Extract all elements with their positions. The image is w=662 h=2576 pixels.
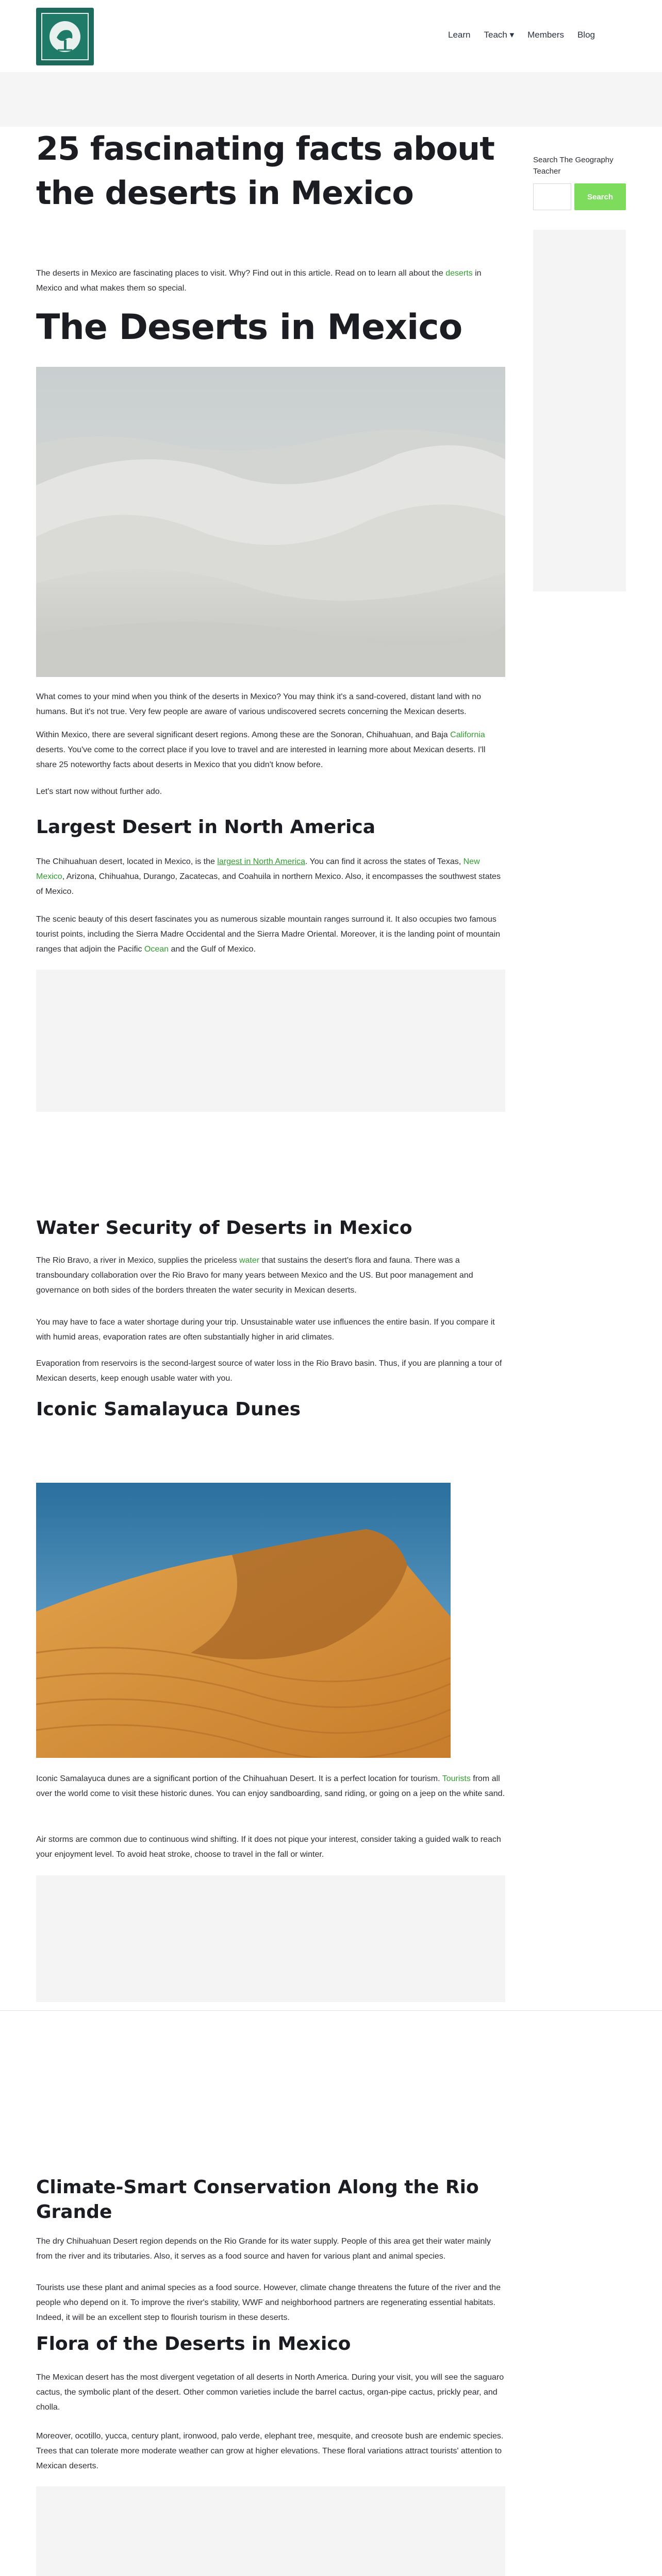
heading-largest-desert: Largest Desert in North America: [36, 817, 375, 838]
deserts-link[interactable]: deserts: [445, 269, 473, 278]
paragraph-8: Evaporation from reservoirs is the second-largest source of water loss in the Rio Bravo basin. Thus, if you are planning a tour of Mexican deserts, keep enough usable water with you.: [36, 1359, 502, 1383]
nav-learn[interactable]: Learn: [448, 30, 471, 40]
white-desert-image: [36, 367, 505, 677]
ad-placeholder: [36, 2486, 505, 2576]
paragraph-10: Air storms are common due to continuous wind shifting. If it does not pique your interest, consider taking a guided walk to reach your enjoyment level. To avoid heat stroke, choose to travel in the fall or winter.: [36, 1835, 501, 1859]
paragraph-7: You may have to face a water shortage during your trip. Unsustainable water use influences the entire basin. If you compare it with humid areas, evaporation rates are often substantially higher in arid climates.: [36, 1318, 495, 1342]
page-title: 25 fascinating facts about the deserts in Mexico: [36, 130, 494, 212]
paragraph-12: Tourists use these plant and animal species as a food source. However, climate change threatens the future of the river and the people who depend on it. To improve the river's stability, WWF and neighborhood partners are regenerating essential habitats. Indeed, it will be an excellent step to flourish tourism in these deserts.: [36, 2283, 501, 2322]
nav-members[interactable]: Members: [527, 30, 564, 40]
paragraph-9: Iconic Samalayuca dunes are a significant portion of the Chihuahuan Desert. It is a perfect location for tourism. Tourists from all over the world come to visit these historic dunes. You can enjoy sandboarding, sand riding, or going on a jeep on the white sand.: [36, 1774, 505, 1798]
section-divider: [0, 2010, 662, 2011]
ad-placeholder: [36, 1875, 505, 2002]
paragraph-13: The Mexican desert has the most divergent vegetation of all deserts in North America. During your visit, you will see the saguaro cactus, the symbolic plant of the desert. Other common varieties include the barrel cactus, organ-pipe cactus, prickly pear, and cholla.: [36, 2373, 504, 2412]
logo-icon[interactable]: [36, 8, 94, 65]
new-mexico-link[interactable]: New Mexico: [36, 857, 480, 881]
desert-landscape-graphic: [36, 367, 505, 677]
paragraph-6: The Rio Bravo, a river in Mexico, supplies the priceless water that sustains the desert's flora and fauna. There was a transboundary collaboration over the Rio Bravo for many years between Mexico and the US. But poor management and governance on both sides of the borders threaten the water security in Mexican deserts.: [36, 1256, 473, 1295]
paragraph-2: Within Mexico, there are several significant desert regions. Among these are the Sonoran, Chihuahuan, and Baja California deserts. You've come to the correct place if you love to travel and are interested in learning more about Mexican deserts. I'll share 25 noteworthy facts about deserts in Mexico that you didn't know before.: [36, 731, 486, 769]
tourists-link[interactable]: Tourists: [442, 1774, 471, 1783]
paragraph-1: What comes to your mind when you think of the deserts in Mexico? You may think it's a sand-covered, distant land with no humans. But it's not true. Very few people are aware of various undiscovered secrets concerning the Mexican deserts.: [36, 692, 482, 716]
paragraph-3: Let's start now without further ado.: [36, 787, 162, 796]
globe-tree-icon: [42, 14, 88, 59]
search-label: Search The Geography Teacher: [533, 156, 614, 176]
search-input[interactable]: [533, 183, 571, 210]
heading-flora: Flora of the Deserts in Mexico: [36, 2333, 351, 2354]
heading-samalayuca-dunes: Iconic Samalayuca Dunes: [36, 1399, 301, 1420]
largest-in-north-america-link[interactable]: largest in North America: [217, 857, 306, 866]
dunes-graphic: [36, 1483, 451, 1758]
paragraph-5: The scenic beauty of this desert fascinates you as numerous sizable mountain ranges surround it. It also occupies two famous tourist points, including the Sierra Madre Occidental and the Sierra Madre Oriental. Moreover, it is the landing point of mountain ranges that adjoin the Pacific Ocean and the Gulf of Mexico.: [36, 915, 501, 954]
paragraph-4: The Chihuahuan desert, located in Mexico, is the largest in North America. You can find it across the states of Texas, New Mexico, Arizona, Chihuahua, Durango, Zacatecas, and Coahuila in northern Mexico. Also, it encompasses the southwest states of Mexico.: [36, 857, 501, 896]
paragraph-11: The dry Chihuahuan Desert region depends on the Rio Grande for its water supply. People of this area get their water mainly from the river and its tributaries. Also, it serves as a food source and haven for various plant and animal species.: [36, 2237, 491, 2261]
site-header: [0, 0, 662, 72]
header-banner-band: [0, 72, 662, 127]
main-nav: [448, 30, 595, 40]
intro-paragraph: The deserts in Mexico are fascinating places to visit. Why? Find out in this article. Read on to learn all about the deserts in Mexico and what makes them so special.: [36, 269, 482, 293]
heading-climate-smart-conservation: Climate-Smart Conservation Along the Rio Grande: [36, 2177, 479, 2223]
heading-deserts-in-mexico: The Deserts in Mexico: [36, 307, 462, 348]
ad-placeholder: [36, 970, 505, 1112]
samalayuca-dunes-image: [36, 1483, 451, 1758]
heading-water-security: Water Security of Deserts in Mexico: [36, 1217, 412, 1239]
paragraph-14: Moreover, ocotillo, yucca, century plant, ironwood, palo verde, elephant tree, mesquite, and creosote bush are endemic species. Trees that can tolerate more moderate weather can grow at higher elevations. These floral variations attract tourists' attention to Mexican deserts.: [36, 2432, 504, 2470]
nav-blog[interactable]: Blog: [577, 30, 595, 40]
logo-frame: [41, 13, 89, 60]
sidebar-ad-placeholder: [533, 230, 626, 591]
water-link[interactable]: water: [239, 1256, 260, 1265]
nav-teach-dropdown[interactable]: Teach ▾: [484, 30, 515, 40]
california-link[interactable]: California: [450, 731, 485, 739]
ocean-link[interactable]: Ocean: [144, 945, 169, 954]
search-button[interactable]: Search: [574, 183, 626, 210]
